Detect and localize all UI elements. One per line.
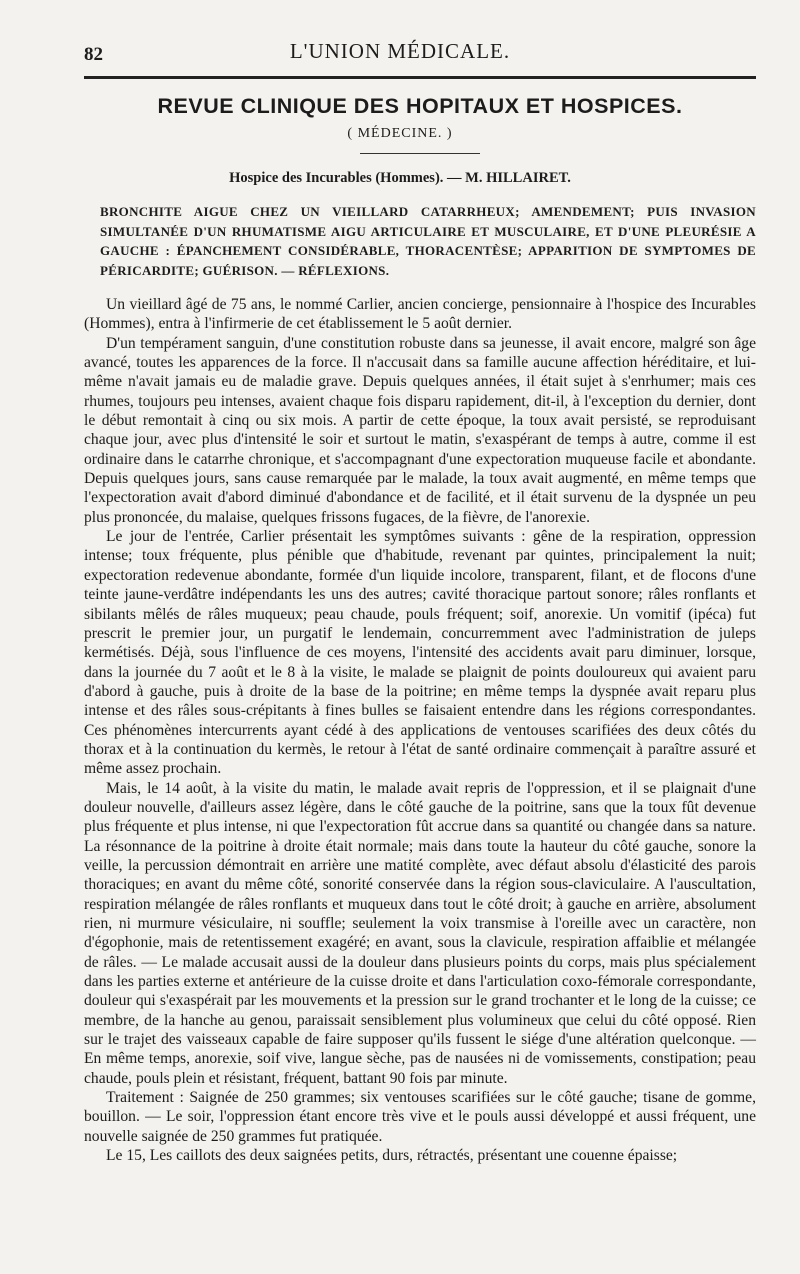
case-heading: BRONCHITE AIGUE CHEZ UN VIEILLARD CATARRHEUX; AMENDEMENT; PUIS INVASION SIMULTANÉE D'UN RHUMATISME AIGU ARTICULAIRE ET MUSCULAIRE, ET D'UNE PLEURÉSIE A GAUCHE : ÉPANCHEMENT CONSIDÉRABLE, THORACENTÈSE; APPARITION DE SYMPTOMES DE PÉRICARDITE; GUÉRISON. — RÉFLEXIONS. — [100, 204, 756, 278]
paragraph: Un vieillard âgé de 75 ans, le nommé Carlier, ancien concierge, pensionnaire à l'hospice des Incurables (Hommes), entra à l'infirmerie de cet établissement le 5 août dernier. — [84, 296, 756, 333]
paragraph: Le 15, Les caillots des deux saignées petits, durs, rétractés, présentant une couenne épaisse; — [106, 1147, 678, 1165]
header-rule — [84, 76, 756, 79]
paragraph: Mais, le 14 août, à la visite du matin, le malade avait repris de l'oppression, et il se plaignait d'une douleur nouvelle, d'ailleurs assez légère, dans le côté gauche de la poitrine, sans que la toux fût devenue plus fréquente et plus intense, ni que l'expectoration fût accrue dans sa quantité ou changée dans sa nature. La résonnance de la poitrine à droite était normale; mais dans toute la hauteur du côté gauche, sonore la veille, la percussion démontrait en arrière une matité complète, avec défaut absolu d'élasticité des parois thoraciques; en avant du même côté, sonorité conservée dans la région sous-claviculaire. A l'auscultation, respiration mélangée de râles ronflants et muqueux dans tout le côté droit; à gauche en arrière, absolument rien, ni murmure vésiculaire, ni souffle; seulement la voix transmise à l'oreille avec un caractère, non d'égophonie, mais de retentissement exagéré; en avant, sous la clavicule, respiration affaiblie et mélangée de râles. — Le malade accusait aussi de la douleur dans plusieurs points du corps, mais plus spécialement dans les parties externe et antérieure de la cuisse droite et dans l'articulation coxo-fémorale correspondante, douleur qui s'exaspérait par les mouvements et la pression sur le grand trochanter et le long de la cuisse; ce membre, de la hanche au genou, paraissait sensiblement plus volumineux que celui du côté opposé. Rien sur le trajet des vaisseaux capable de faire supposer qu'ils fussent le siége d'une altération quelconque. — En même temps, anorexie, soif vive, langue sèche, pas de nausées ni de vomissements, constipation; peau chaude, pouls plein et résistant, fréquent, battant 90 fois par minute. — [84, 779, 756, 1087]
article-body — [84, 295, 756, 1165]
paragraph: D'un tempérament sanguin, d'une constitution robuste dans sa jeunesse, il avait encore, malgré son âge avancé, toutes les apparences de la force. Il n'accusait dans sa famille aucune affection héréditaire, et lui-même n'avait jamais eu de maladie grave. Depuis quelques années, il était sujet à s'enrhumer; mais ces rhumes, toujours peu intenses, avaient chaque fois disparu rapidement, dit-il, à l'exception du dernier, dont le début remontait à cinq ou six mois. A partir de cette époque, la toux avait persisté, se reproduisant chaque jour, avec plus d'intensité le soir et surtout le matin, s'exaspérant de temps à autre, comme il est ordinaire dans le catarrhe chronique, et s'accompagnant d'une expectoration muqueuse facile et abondante. Depuis quelques jours, sans cause remarquée par le malade, la toux avait augmenté, en même temps que l'expectoration avait d'abord diminué d'abondance et de facilité, et il était survenu de la dyspnée un peu plus prononcée, du malaise, quelques frissons fugaces, de la fièvre, de l'anorexie. — [84, 334, 756, 526]
page-number: 82 — [84, 44, 103, 65]
hospice-line: Hospice des Incurables (Hommes). — M. HILLAIRET. — [229, 170, 571, 186]
running-title: L'UNION MÉDICALE. — [289, 39, 511, 63]
paragraph: Le jour de l'entrée, Carlier présentait les symptômes suivants : gêne de la respiration, oppression intense; toux fréquente, plus pénible que d'habitude, revenant par quintes, principalement la nuit; expectoration redevenue abondante, formée d'un liquide incolore, transparent, filant, et de flocons d'une teinte jaune-verdâtre indépendants les uns des autres; cavité thoracique partout sonore; râles ronflants et sibilants mêlés de râles muqueux; peau chaude, pouls fréquent; soif, anorexie. Un vomitif (ipéca) fut prescrit le premier jour, un purgatif le lendemain, concurremment avec l'administration de juleps kermétisés. Déjà, sous l'influence de ces moyens, l'intensité des accidents avait paru diminuer, lorsque, dans la journée du 7 août et le 8 à la visite, le malade se plaignit de points douloureux qui avaient paru d'abord à gauche, puis à droite de la base de la poitrine; en même temps la dyspnée avait reparu plus intense et des râles sous-crépitants à fines bulles se faisaient entendre dans les régions correspondantes. Ces phénomènes intercurrents ayant cédé à des applications de ventouses scarifiées des deux côtés du thorax et à la continuation du kermès, le retour à l'état de santé ordinaire commençait à paraître assuré et même assez prochain. — [84, 528, 756, 778]
article-title: REVUE CLINIQUE DES HOPITAUX ET HOSPICES. — [157, 94, 683, 118]
paragraph: Traitement : Saignée de 250 grammes; six ventouses scarifiées sur le côté gauche; tisane de gomme, bouillon. — Le soir, l'oppression étant encore très vive et le pouls aussi développé et aussi fréquent, une nouvelle saignée de 250 grammes fut pratiquée. — [84, 1089, 756, 1145]
section-rule — [360, 153, 480, 154]
article-subtitle: ( MÉDECINE. ) — [347, 126, 453, 141]
